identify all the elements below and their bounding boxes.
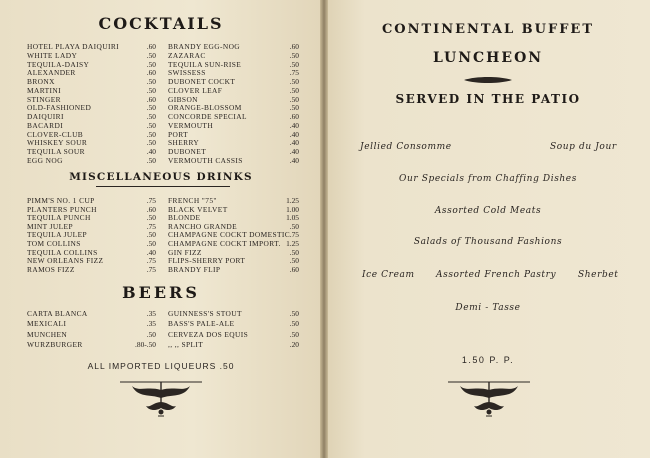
beers-left-item-name: MUNCHEN bbox=[27, 329, 68, 339]
cocktails-left-item-name: BACARDI bbox=[27, 120, 64, 130]
french-pastry: Assorted French Pastry bbox=[436, 270, 557, 280]
beers-left-item-name: WURZBURGER bbox=[27, 340, 83, 350]
cocktails-right-item-price: .40 bbox=[289, 147, 299, 156]
misc-drinks-title: MISCELLANEOUS DRINKS bbox=[69, 171, 253, 183]
cocktails-right-item-name: BRANDY EGG-NOG bbox=[168, 42, 241, 51]
misc-left-item-name: PIMM'S NO. 1 CUP bbox=[27, 196, 95, 205]
beers-right-item-name: GUINNESS'S STOUT bbox=[168, 309, 242, 318]
cocktails-left-item-price: .50 bbox=[146, 59, 156, 69]
beers-left-item-price: .35 bbox=[146, 319, 156, 329]
cocktails-title: COCKTAILS bbox=[98, 14, 224, 33]
misc-right-item-name: BLACK VELVET bbox=[168, 204, 228, 214]
cocktails-right-item-price: .60 bbox=[289, 112, 299, 121]
misc-left-item-name: MINT JULEP bbox=[27, 221, 73, 231]
cocktails-right-item-name: VERMOUTH bbox=[168, 120, 214, 130]
cocktails-right-item-name: SHERRY bbox=[168, 138, 200, 148]
misc-left-item-price: .40 bbox=[146, 247, 156, 257]
cocktails-right-item-name: SWISSESS bbox=[168, 68, 206, 78]
beers-right-item-name: BASS'S PALE-ALE bbox=[168, 319, 235, 329]
cocktails-left-item-name: CLOVER-CLUB bbox=[27, 129, 84, 139]
cocktails-right-item-price: .75 bbox=[289, 68, 299, 78]
beers-right-item-price: .50 bbox=[289, 309, 299, 318]
misc-left-item-price: .50 bbox=[146, 230, 156, 240]
cocktails-right-item-name: PORT bbox=[168, 129, 189, 139]
misc-right-item-name: RANCHO GRANDE bbox=[168, 221, 238, 231]
misc-right-item-price: .75 bbox=[289, 230, 299, 240]
cocktails-right-item-name: GIBSON bbox=[168, 94, 198, 104]
cocktails-left-item-name: EGG NOG bbox=[27, 155, 63, 165]
cocktails-right-item-name: DUBONET COCKT bbox=[168, 77, 236, 86]
cocktails-left-item-name: WHITE LADY bbox=[27, 50, 78, 60]
misc-right-item-price: 1.25 bbox=[286, 196, 299, 205]
misc-left-item-name: PLANTERS PUNCH bbox=[27, 204, 97, 214]
cocktails-left-item-name: STINGER bbox=[27, 94, 62, 104]
cocktails-left-item-price: .50 bbox=[146, 103, 156, 113]
cocktails-right-item-name: CONCORDE SPECIAL bbox=[168, 112, 247, 121]
misc-right-item-name: BRANDY FLIP bbox=[168, 264, 221, 274]
cocktails-right-item-name: ORANGE-BLOSSOM bbox=[168, 103, 242, 113]
misc-right-item-name: CHAMPAGNE COCKT IMPORT. bbox=[168, 239, 281, 248]
misc-right-item-name: GIN FIZZ bbox=[168, 247, 202, 257]
cocktails-left-item-price: .50 bbox=[146, 155, 156, 165]
cocktails-right-item-price: .50 bbox=[289, 77, 299, 86]
cocktails-right-item-name: VERMOUTH CASSIS bbox=[168, 155, 243, 165]
cocktails-right-item-price: .50 bbox=[289, 103, 299, 113]
misc-left-item-price: .50 bbox=[146, 239, 156, 248]
beers-right-item-name: ,, ,, SPLIT bbox=[168, 340, 204, 350]
misc-left-item-name: RAMOS FIZZ bbox=[27, 264, 75, 274]
misc-right-item-price: .50 bbox=[289, 256, 299, 266]
cocktails-left-item-name: TEQUILA SOUR bbox=[27, 147, 85, 156]
misc-left-item-price: .75 bbox=[146, 256, 156, 266]
cocktails-left-item-price: .50 bbox=[146, 112, 156, 121]
salads: Salads of Thousand Fashions bbox=[413, 237, 563, 247]
cocktails-left-item-name: ALEXANDER bbox=[27, 68, 76, 78]
cocktails-left-item-name: HOTEL PLAYA DAIQUIRI bbox=[27, 42, 120, 51]
misc-left-item-price: .75 bbox=[146, 221, 156, 231]
beers-title: BEERS bbox=[122, 283, 200, 302]
misc-right-item-price: .50 bbox=[289, 247, 299, 257]
cocktails-left-item-price: .40 bbox=[146, 147, 156, 156]
buffet-heading: CONTINENTAL BUFFET bbox=[381, 22, 595, 37]
misc-left-item-price: .75 bbox=[146, 264, 156, 274]
misc-underline bbox=[96, 186, 230, 187]
cocktails-right-item-price: .50 bbox=[289, 59, 299, 69]
cocktails-left-item-price: .60 bbox=[146, 94, 156, 104]
cocktails-left-item-name: MARTINI bbox=[27, 85, 61, 95]
chaffing-specials: Our Specials from Chaffing Dishes bbox=[399, 174, 577, 184]
jellied-consomme: Jellied Consomme bbox=[360, 142, 452, 152]
beers-right-item-price: .20 bbox=[289, 340, 299, 350]
cocktails-left-item-price: .60 bbox=[146, 68, 156, 78]
cocktails-right-item-price: .50 bbox=[289, 50, 299, 60]
cocktails-left-item-price: .50 bbox=[146, 138, 156, 148]
misc-left-item-price: .60 bbox=[146, 204, 156, 214]
cocktails-right-item-price: .40 bbox=[289, 155, 299, 165]
misc-right-item-price: 1.25 bbox=[286, 239, 299, 248]
ice-cream: Ice Cream bbox=[362, 270, 415, 280]
cocktails-left-item-name: WHISKEY SOUR bbox=[27, 138, 88, 148]
misc-left-item-name: TEQUILA COLLINS bbox=[27, 247, 98, 257]
misc-right-item-price: 1.05 bbox=[286, 213, 299, 223]
misc-left-item-price: .50 bbox=[146, 213, 156, 223]
cocktails-left-item-name: TEQUILA-DAISY bbox=[27, 59, 90, 69]
beers-left-item-name: MEXICALI bbox=[27, 319, 67, 329]
beers-left-item-price: .35 bbox=[146, 309, 156, 318]
cocktails-left-item-price: .60 bbox=[146, 42, 156, 51]
beers-right-item-name: CERVEZA DOS EQUIS bbox=[168, 329, 249, 339]
cocktails-left-item-price: .50 bbox=[146, 50, 156, 60]
cocktails-right-item-name: ZAZARAC bbox=[168, 50, 206, 60]
cocktails-left-item-name: DAIQUIRI bbox=[27, 112, 64, 121]
page-fold bbox=[320, 0, 328, 458]
divider-icon bbox=[462, 76, 514, 84]
misc-left-item-name: TOM COLLINS bbox=[27, 239, 81, 248]
cocktails-right-item-name: TEQUILA SUN-RISE bbox=[168, 59, 242, 69]
ornament-right-icon bbox=[446, 378, 532, 420]
misc-left-item-name: NEW ORLEANS FIZZ bbox=[27, 256, 104, 266]
cocktails-left-item-price: .50 bbox=[146, 85, 156, 95]
beers-left-item-price: .80-.50 bbox=[135, 340, 156, 350]
cocktails-right-item-name: DUBONET bbox=[168, 147, 207, 156]
soup-du-jour: Soup du Jour bbox=[550, 142, 617, 152]
liqueurs-note: ALL IMPORTED LIQUEURS .50 bbox=[87, 361, 235, 371]
misc-right-item-name: BLONDE bbox=[168, 213, 201, 223]
beers-left-item-name: CARTA BLANCA bbox=[27, 309, 88, 318]
cocktails-right-item-price: .40 bbox=[289, 129, 299, 139]
cocktails-left-item-name: BRONX bbox=[27, 77, 55, 86]
cold-meats: Assorted Cold Meats bbox=[434, 206, 542, 216]
misc-right-item-name: CHAMPAGNE COCKT DOMESTIC bbox=[168, 230, 291, 240]
cocktails-left-item-price: .50 bbox=[146, 120, 156, 130]
misc-right-item-price: .50 bbox=[289, 221, 299, 231]
misc-left-item-name: TEQUILA PUNCH bbox=[27, 213, 91, 223]
cocktails-left-item-price: .50 bbox=[146, 77, 156, 86]
cocktails-left-item-name: OLD-FASHIONED bbox=[27, 103, 92, 113]
misc-right-item-name: FLIPS-SHERRY PORT bbox=[168, 256, 246, 266]
cocktails-right-item-price: .40 bbox=[289, 120, 299, 130]
ornament-left-icon bbox=[118, 378, 204, 420]
misc-left-item-price: .75 bbox=[146, 196, 156, 205]
misc-left-item-name: TEQUILA JULEP bbox=[27, 230, 88, 240]
beers-right-item-price: .50 bbox=[289, 329, 299, 339]
luncheon-price: 1.50 P. P. bbox=[461, 355, 515, 365]
beers-right-item-price: .50 bbox=[289, 319, 299, 329]
cocktails-left-item-price: .50 bbox=[146, 129, 156, 139]
luncheon-heading: LUNCHEON bbox=[432, 50, 544, 66]
misc-right-item-price: .60 bbox=[289, 264, 299, 274]
cocktails-right-item-price: .40 bbox=[289, 138, 299, 148]
cocktails-right-item-price: .60 bbox=[289, 42, 299, 51]
cocktails-right-item-price: .50 bbox=[289, 85, 299, 95]
misc-right-item-price: 1.00 bbox=[286, 204, 299, 214]
misc-right-item-name: FRENCH "75" bbox=[168, 196, 217, 205]
patio-subheading: SERVED IN THE PATIO bbox=[395, 92, 581, 106]
demi-tasse: Demi - Tasse bbox=[455, 303, 521, 313]
cocktails-right-item-name: CLOVER LEAF bbox=[168, 85, 223, 95]
cocktails-right-item-price: .50 bbox=[289, 94, 299, 104]
sherbet: Sherbet bbox=[578, 270, 619, 280]
beers-left-item-price: .50 bbox=[146, 329, 156, 339]
